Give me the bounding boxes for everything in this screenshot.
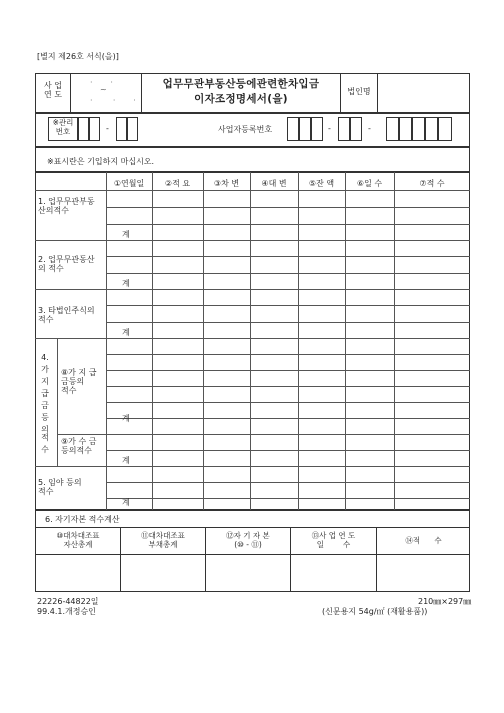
section-3-label: 3. 타법인주식의 적수 [38,306,95,325]
mgmt-no-box-3[interactable] [116,117,127,141]
grid-row-line [106,434,470,435]
notice-text: ※표시란은 기입하지 마십시오. [47,157,155,166]
col-summary: ②적 요 [164,179,191,188]
section-4-sub2-total: 계 [122,456,130,465]
biz-reg-box-7[interactable] [399,117,412,141]
grid-row-line [106,354,470,355]
biz-reg-dash-2: - [368,124,371,133]
capital-accum-input[interactable] [378,556,468,590]
footer-approval: 99.4.1.개정승인 [37,607,96,616]
biz-reg-box-2[interactable] [299,117,311,141]
section-4-sub2-label: ⑨가 수 금 등의적수 [61,437,97,456]
grid-row-line [106,338,470,339]
section-1-label: 1. 업무무관부동 산의적수 [38,197,95,216]
grid-col-line [57,338,58,466]
capital-col-equity: ⑫자 기 자 본 (⑩ - ⑪) [226,531,270,549]
capital-col-days: ⑬사 업 연 도 일 수 [311,531,356,549]
grid-row-line [106,370,470,371]
grid-col-line [298,172,299,510]
footer-code: 22226-44822일 [37,597,99,606]
col-accumulated: ⑦적 수 [419,179,445,188]
business-year-label: 사 업 연 도 [44,81,62,100]
corp-name-label: 법인명 [347,87,371,96]
mgmt-no-box-1[interactable] [78,117,89,141]
section-3-total: 계 [122,328,130,337]
section-4-sub1-total: 계 [122,414,130,423]
form-title-line1: 업무무관부동산등에관련한차입금 [162,78,320,90]
grid-row-line [106,256,470,257]
corp-name-field[interactable] [380,76,466,110]
footer-size: 210㎜×297㎜ [418,597,472,606]
grid-row-line [57,434,106,435]
grid-row-line [106,207,470,208]
capital-heading: 6. 자기자본 적수계산 [45,515,120,524]
grid-row-line [35,289,106,290]
grid-row-line [106,240,470,241]
biz-reg-box-8[interactable] [412,117,425,141]
col-balance: ⑤잔 액 [308,179,335,188]
mgmt-no-label: ※관리 번호 [52,118,74,136]
section-1-total: 계 [122,230,130,239]
date-range-mark: ~ [100,85,107,94]
biz-reg-box-4[interactable] [338,117,350,141]
capital-equity-input[interactable] [207,556,289,590]
grid-col-line [203,172,204,510]
grid-row-line [106,482,470,483]
mgmt-no-box-4[interactable] [127,117,138,141]
col-days: ⑥일 수 [356,179,383,188]
grid-row-line [106,450,470,451]
col-debit: ③차 변 [213,179,240,188]
section-5-label: 5. 임야 등의 적수 [38,478,82,497]
col-credit: ④대 변 [261,179,287,188]
grid-row-line [106,305,470,306]
date-dots-2: · · · [90,96,136,105]
biz-reg-box-6[interactable] [386,117,399,141]
biz-reg-box-10[interactable] [438,117,452,141]
biz-reg-box-5[interactable] [350,117,362,141]
capital-assets-input[interactable] [37,556,119,590]
grid-row-line [106,402,470,403]
capital-col-accum: ⑭적 수 [405,536,442,545]
section-5-total: 계 [122,498,130,507]
col-date: ①연월일 [113,179,145,188]
grid-row-line [106,273,470,274]
footer-paper: (신문용지 54g/㎡ (재활용품)) [322,607,428,616]
grid-row-line [106,322,470,323]
grid-row-line [106,224,470,225]
section-2-total: 계 [122,279,130,288]
biz-reg-box-9[interactable] [425,117,438,141]
date-dots: · · [90,78,113,87]
grid-row-line [106,386,470,387]
capital-col-liabilities: ⑪대차대조표 부채총계 [141,531,185,549]
form-title-line2: 이자조정명세서(을) [194,93,288,105]
section-4-sub1-label: ⑧가 지 급 금등의 적수 [61,368,97,396]
biz-reg-box-3[interactable] [311,117,323,141]
grid-row-line [106,289,470,290]
grid-row-line [106,466,470,467]
grid-row-line [35,466,106,467]
form-number: [별지 제26호 서식(을)] [37,52,119,61]
mgmt-no-dash: - [106,124,109,133]
grid-col-line [152,172,153,510]
grid-row-line [35,240,106,241]
grid-col-line [250,172,251,510]
capital-col-assets: ⑩대차대조표 자산총계 [56,531,100,549]
grid-row-line [106,418,470,419]
grid-col-line [106,172,107,510]
section-2-label: 2. 업무무관동산 의 적수 [38,255,95,274]
main-table [35,172,470,510]
capital-liabilities-input[interactable] [122,556,204,590]
biz-reg-dash-1: - [328,124,331,133]
biz-reg-label: 사업자등록번호 [218,125,273,134]
section-4-label-bottom: 적 수 [41,433,49,454]
grid-row-line [35,338,106,339]
mgmt-no-box-2[interactable] [89,117,100,141]
grid-col-line [394,172,395,510]
grid-col-line [345,172,346,510]
biz-reg-box-1[interactable] [287,117,299,141]
grid-row-line [35,190,470,191]
section-4-label: 4. 가 지 급 금 등 의 [41,353,49,434]
capital-days-input[interactable] [292,556,375,590]
grid-row-line [106,498,470,499]
